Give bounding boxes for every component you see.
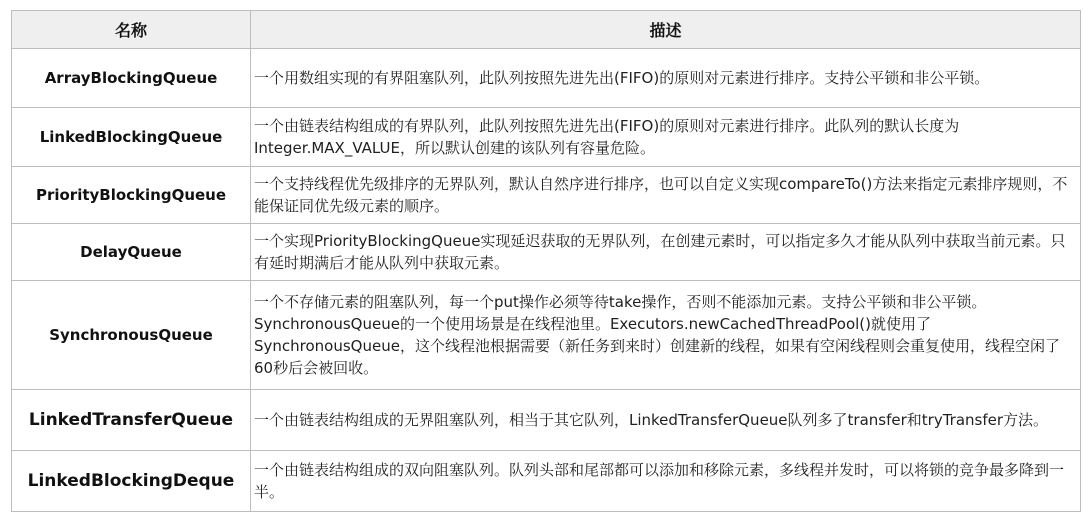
queue-name: LinkedBlockingDeque <box>12 451 251 512</box>
queue-description: 一个支持线程优先级排序的无界队列，默认自然序进行排序，也可以自定义实现compareTo()方法来指定元素排序规则，不能保证同优先级元素的顺序。 <box>251 167 1081 224</box>
table-header <box>12 11 1081 49</box>
table-row <box>12 167 1081 224</box>
queue-name: ArrayBlockingQueue <box>12 49 251 108</box>
header-row <box>12 11 1081 49</box>
queue-description: 一个由链表结构组成的无界阻塞队列，相当于其它队列，LinkedTransferQueue队列多了transfer和tryTransfer方法。 <box>251 390 1081 451</box>
queue-name: LinkedBlockingQueue <box>12 108 251 167</box>
table-row <box>12 451 1081 512</box>
header-name: 名称 <box>12 11 251 49</box>
queue-name: LinkedTransferQueue <box>12 390 251 451</box>
queue-name: DelayQueue <box>12 224 251 281</box>
queue-name: SynchronousQueue <box>12 281 251 390</box>
queue-description: 一个由链表结构组成的双向阻塞队列。队列头部和尾部都可以添加和移除元素，多线程并发时，可以将锁的竞争最多降到一半。 <box>251 451 1081 512</box>
header-description: 描述 <box>251 11 1081 49</box>
table-container <box>11 10 1081 512</box>
table-row <box>12 390 1081 451</box>
queue-description: 一个实现PriorityBlockingQueue实现延迟获取的无界队列，在创建元素时，可以指定多久才能从队列中获取当前元素。只有延时期满后才能从队列中获取元素。 <box>251 224 1081 281</box>
blocking-queue-table <box>11 10 1081 512</box>
queue-description: 一个由链表结构组成的有界队列，此队列按照先进先出(FIFO)的原则对元素进行排序。此队列的默认长度为Integer.MAX_VALUE，所以默认创建的该队列有容量危险。 <box>251 108 1081 167</box>
table-body <box>12 49 1081 512</box>
table-row <box>12 49 1081 108</box>
queue-name: PriorityBlockingQueue <box>12 167 251 224</box>
table-row <box>12 281 1081 390</box>
queue-description: 一个用数组实现的有界阻塞队列，此队列按照先进先出(FIFO)的原则对元素进行排序。支持公平锁和非公平锁。 <box>251 49 1081 108</box>
queue-description: 一个不存储元素的阻塞队列，每一个put操作必须等待take操作，否则不能添加元素。支持公平锁和非公平锁。SynchronousQueue的一个使用场景是在线程池里。Executors.newCachedThreadPool()就使用了SynchronousQueue，这个线程池根据需要（新任务到来时）创建新的线程，如果有空闲线程则会重复使用，线程空闲了60秒后会被回收。 <box>251 281 1081 390</box>
table-row <box>12 224 1081 281</box>
table-row <box>12 108 1081 167</box>
